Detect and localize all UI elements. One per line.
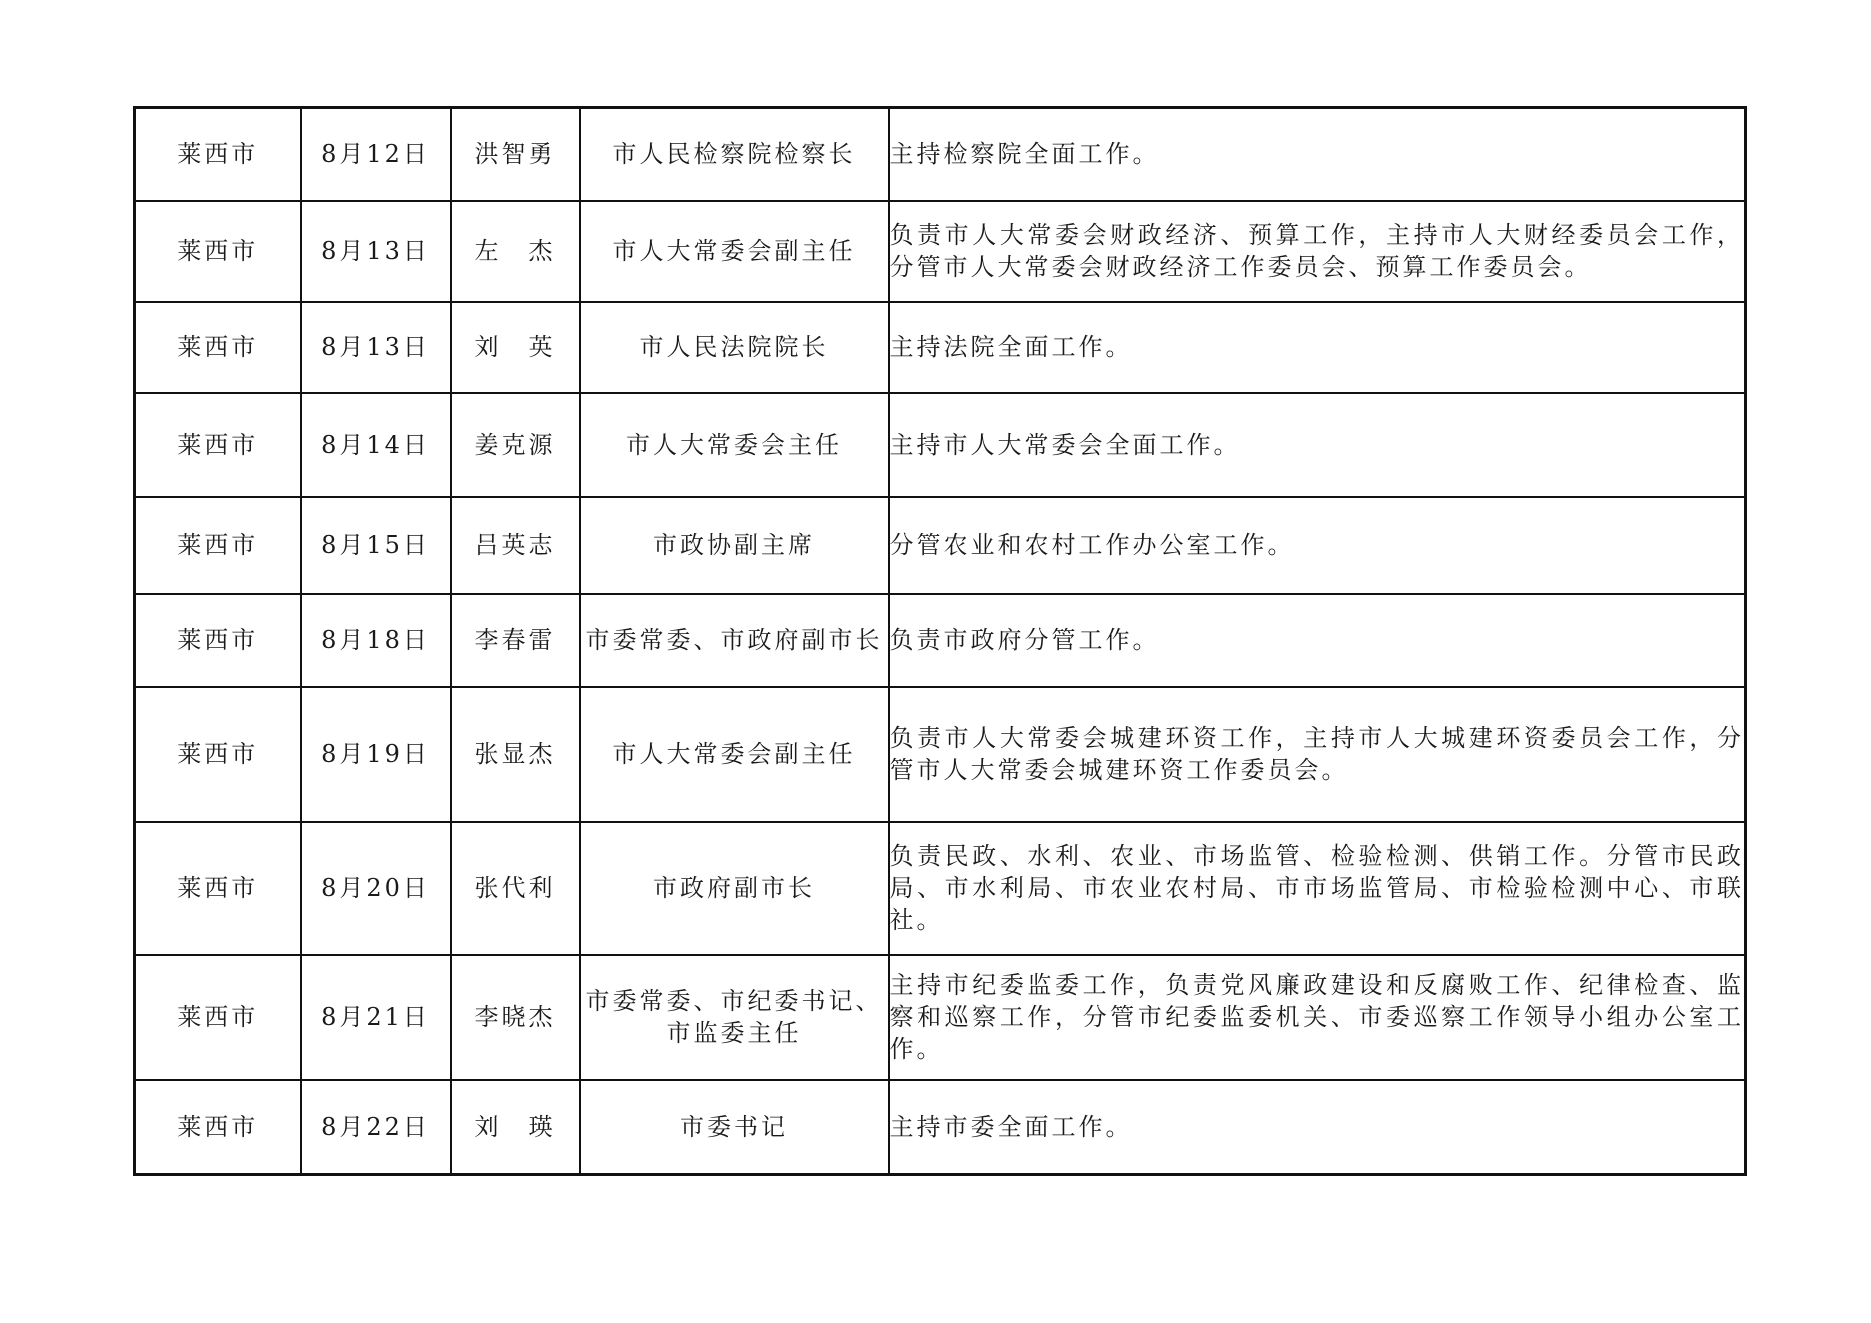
city-cell: 莱西市 xyxy=(135,302,301,393)
title-cell: 市委常委、市政府副市长 xyxy=(580,594,889,687)
date-cell: 8月13日 xyxy=(301,201,451,302)
duty-cell: 负责市政府分管工作。 xyxy=(889,594,1746,687)
date-cell: 8月21日 xyxy=(301,955,451,1080)
date-cell: 8月14日 xyxy=(301,393,451,497)
title-cell: 市人大常委会主任 xyxy=(580,393,889,497)
city-cell: 莱西市 xyxy=(135,594,301,687)
name-cell: 吕英志 xyxy=(451,497,580,594)
name-cell: 张代利 xyxy=(451,822,580,955)
title-cell: 市政协副主席 xyxy=(580,497,889,594)
duty-cell: 主持市人大常委会全面工作。 xyxy=(889,393,1746,497)
duty-cell: 主持市委全面工作。 xyxy=(889,1080,1746,1175)
name-cell: 刘 英 xyxy=(451,302,580,393)
table-row xyxy=(135,687,1746,822)
city-cell: 莱西市 xyxy=(135,955,301,1080)
name-cell: 洪智勇 xyxy=(451,108,580,201)
duty-cell: 主持检察院全面工作。 xyxy=(889,108,1746,201)
city-cell: 莱西市 xyxy=(135,1080,301,1175)
city-cell: 莱西市 xyxy=(135,497,301,594)
duty-cell: 负责市人大常委会城建环资工作，主持市人大城建环资委员会工作，分管市人大常委会城建环资工作委员会。 xyxy=(889,687,1746,822)
duty-cell: 分管农业和农村工作办公室工作。 xyxy=(889,497,1746,594)
name-cell: 左 杰 xyxy=(451,201,580,302)
name-cell: 李晓杰 xyxy=(451,955,580,1080)
name-cell: 李春雷 xyxy=(451,594,580,687)
date-cell: 8月15日 xyxy=(301,497,451,594)
table-row xyxy=(135,201,1746,302)
table-row xyxy=(135,497,1746,594)
city-cell: 莱西市 xyxy=(135,687,301,822)
title-cell: 市委常委、市纪委书记、市监委主任 xyxy=(580,955,889,1080)
schedule-table xyxy=(133,106,1747,1176)
name-cell: 张显杰 xyxy=(451,687,580,822)
duty-cell: 主持市纪委监委工作，负责党风廉政建设和反腐败工作、纪律检查、监察和巡察工作，分管市纪委监委机关、市委巡察工作领导小组办公室工作。 xyxy=(889,955,1746,1080)
date-cell: 8月19日 xyxy=(301,687,451,822)
title-cell: 市政府副市长 xyxy=(580,822,889,955)
title-cell: 市委书记 xyxy=(580,1080,889,1175)
city-cell: 莱西市 xyxy=(135,108,301,201)
table-row xyxy=(135,1080,1746,1175)
name-cell: 姜克源 xyxy=(451,393,580,497)
city-cell: 莱西市 xyxy=(135,393,301,497)
table-row xyxy=(135,594,1746,687)
title-cell: 市人大常委会副主任 xyxy=(580,201,889,302)
table-row xyxy=(135,822,1746,955)
table-row xyxy=(135,108,1746,201)
table-row xyxy=(135,955,1746,1080)
title-cell: 市人大常委会副主任 xyxy=(580,687,889,822)
date-cell: 8月18日 xyxy=(301,594,451,687)
date-cell: 8月12日 xyxy=(301,108,451,201)
title-cell: 市人民检察院检察长 xyxy=(580,108,889,201)
city-cell: 莱西市 xyxy=(135,822,301,955)
duty-cell: 负责市人大常委会财政经济、预算工作，主持市人大财经委员会工作，分管市人大常委会财政经济工作委员会、预算工作委员会。 xyxy=(889,201,1746,302)
date-cell: 8月22日 xyxy=(301,1080,451,1175)
table-row xyxy=(135,393,1746,497)
date-cell: 8月20日 xyxy=(301,822,451,955)
title-cell: 市人民法院院长 xyxy=(580,302,889,393)
city-cell: 莱西市 xyxy=(135,201,301,302)
duty-cell: 主持法院全面工作。 xyxy=(889,302,1746,393)
name-cell: 刘 瑛 xyxy=(451,1080,580,1175)
table-row xyxy=(135,302,1746,393)
date-cell: 8月13日 xyxy=(301,302,451,393)
duty-cell: 负责民政、水利、农业、市场监管、检验检测、供销工作。分管市民政局、市水利局、市农业农村局、市市场监管局、市检验检测中心、市联社。 xyxy=(889,822,1746,955)
